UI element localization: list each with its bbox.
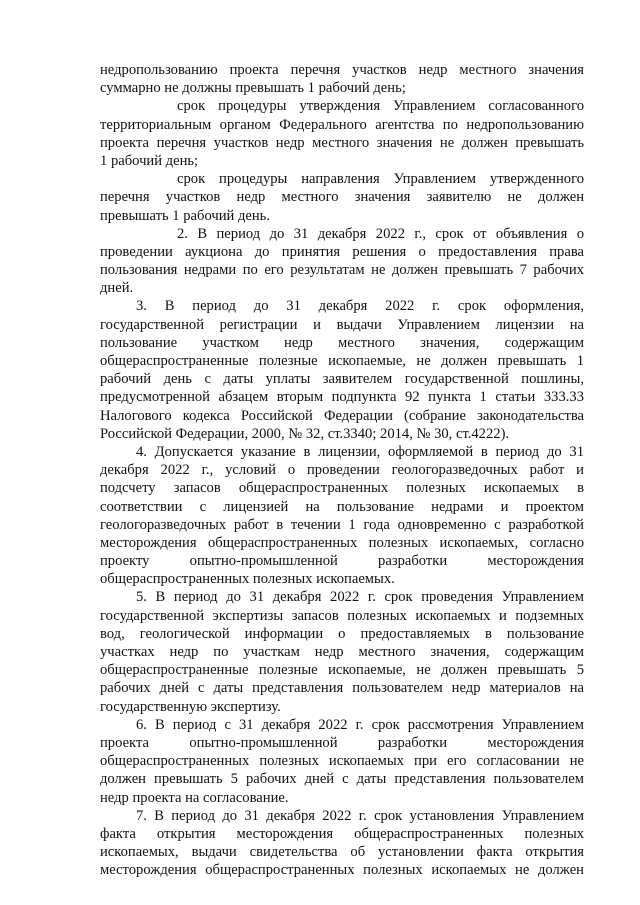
text-line: государственной регистрации и выдачи Управлением лицензии на — [100, 316, 584, 333]
text-line: недр проекта на согласование. — [100, 789, 289, 806]
text-line: 7. В период до 31 декабря 2022 г. срок установления Управлением — [136, 807, 584, 824]
text-line: ископаемых, выдачи свидетельства об установлении факта открытия — [100, 844, 584, 861]
text-line: рабочих дней с даты представления пользователем недр материалов на — [100, 680, 584, 697]
text-line: 3. В период до 31 декабря 2022 г. срок оформления, — [136, 298, 584, 315]
text-line: предусмотренной абзацем вторым подпункта 92 пункта 1 статьи 333.33 — [100, 389, 584, 406]
text-line: проекта опытно-промышленной разработки месторождения — [100, 734, 584, 751]
text-line: факта открытия месторождения общераспространенных полезных — [100, 825, 584, 842]
text-line: проведении аукциона до принятия решения о предоставления права — [100, 243, 584, 260]
text-line: превышать 1 рабочий день. — [100, 207, 270, 224]
text-line: перечня участков недр местного значения заявителю не должен — [100, 189, 584, 206]
text-line: общераспространенных полезных ископаемых. — [100, 571, 395, 588]
text-line: вод, геологической информации о предоставляемых в пользование — [100, 625, 584, 642]
text-line: участках недр по участкам недр местного значения, содержащим — [100, 644, 584, 660]
text-line: должен превышать 5 рабочих дней с даты представления пользователем — [100, 771, 584, 788]
text-line: государственную экспертизу. — [100, 698, 281, 715]
text-line: недропользованию проекта перечня участков недр местного значения — [100, 62, 584, 78]
text-line: общераспространенных полезных ископаемых при его согласовании не — [100, 753, 584, 770]
text-line: пользования недрами по его результатам не должен превышать 7 рабочих — [100, 262, 584, 279]
document-body — [100, 61, 584, 879]
text-line: Российской Федерации, 2000, № 32, ст.3340; 2014, № 30, ст.4222). — [100, 425, 510, 442]
text-line: общераспространенные полезные ископаемые, не должен превышать 5 — [100, 662, 584, 679]
text-line: рабочий день с даты уплаты заявителем государственной пошлины, — [100, 371, 584, 388]
text-line: месторождения общераспространенных полезных ископаемых не должен — [100, 862, 584, 879]
text-line: 5. В период до 31 декабря 2022 г. срок проведения Управлением — [136, 589, 584, 606]
text-line: месторождения общераспространенных полезных ископаемых, согласно — [100, 534, 584, 551]
text-line: 4. Допускается указание в лицензии, оформляемой в период до 31 — [136, 443, 584, 460]
text-line: срок процедуры утверждения Управлением согласованного — [177, 98, 584, 115]
text-line: проекта перечня участков недр местного значения не должен превышать — [100, 134, 584, 151]
text-line: 6. В период с 31 декабря 2022 г. срок рассмотрения Управлением — [136, 716, 584, 733]
text-line: декабря 2022 г., условий о проведении геологоразведочных работ и — [100, 462, 584, 479]
text-line: соответствии с лицензией на пользование недрами и проектом — [100, 498, 584, 515]
text-line: суммарно не должны превышать 1 рабочий день; — [100, 80, 406, 97]
text-line: общераспространенные полезные ископаемые, не должен превышать 1 — [100, 353, 584, 369]
text-line: Налогового кодекса Российской Федерации (собрание законодательства — [100, 407, 584, 424]
text-line: пользование участком недр местного значения, содержащим — [100, 334, 584, 351]
text-line: 1 рабочий день; — [100, 152, 199, 169]
text-line: территориальным органом Федерального агентства по недропользованию — [100, 116, 584, 133]
text-line: дней. — [100, 280, 134, 297]
text-line: подсчету запасов общераспространенных полезных ископаемых в — [100, 480, 584, 497]
text-line: геологоразведочных работ в течении 1 года одновременно с разработкой — [100, 516, 584, 533]
text-line: срок процедуры направления Управлением утвержденного — [177, 171, 584, 188]
text-line: 2. В период до 31 декабря 2022 г., срок от объявления о — [177, 225, 584, 242]
text-line: проекту опытно-промышленной разработки месторождения — [100, 553, 584, 570]
text-line: государственной экспертизы запасов полезных ископаемых и подземных — [100, 607, 584, 624]
